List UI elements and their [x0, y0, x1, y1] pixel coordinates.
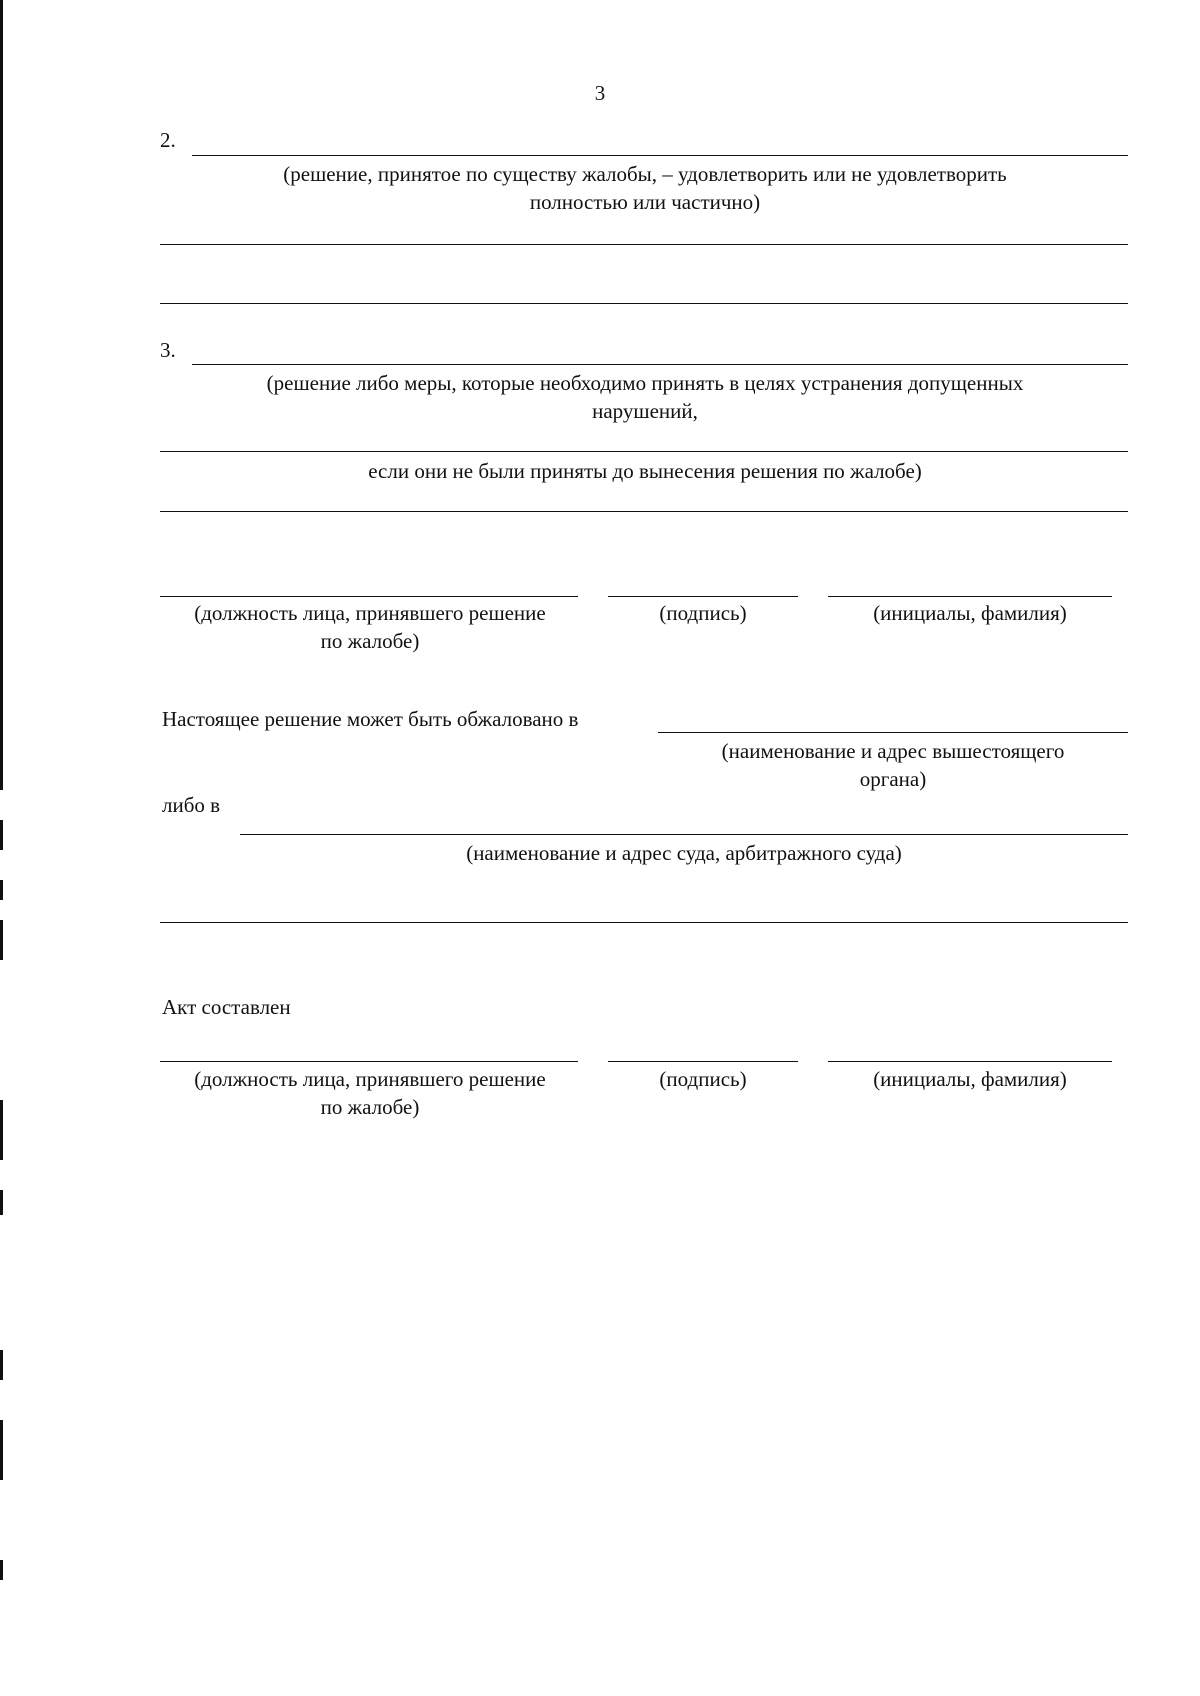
- position-caption: по жалобе): [320, 629, 420, 653]
- court-caption: (наименование и адрес суда, арбитражного суда): [466, 841, 902, 865]
- position-caption: по жалобе): [320, 1095, 420, 1119]
- signature-field-line[interactable]: [608, 1061, 798, 1062]
- position-caption: (должность лица, принявшего решение: [194, 601, 546, 625]
- scan-edge-mark: [0, 880, 3, 900]
- item-3-caption: нарушений,: [592, 399, 698, 423]
- item-3-field-line[interactable]: [192, 364, 1128, 365]
- act-label: Акт составлен: [162, 995, 291, 1019]
- appeal-text: Настоящее решение может быть обжаловано в: [162, 707, 579, 731]
- court-field-line[interactable]: [240, 834, 1128, 835]
- item-2-caption: полностью или частично): [529, 190, 761, 214]
- scan-edge-mark: [0, 1190, 3, 1215]
- scan-edge-mark: [0, 820, 3, 850]
- higher-body-caption: (наименование и адрес вышестоящего: [721, 739, 1065, 763]
- name-caption: (инициалы, фамилия): [873, 601, 1067, 625]
- signature-caption: (подпись): [659, 601, 747, 625]
- item-2-caption: (решение, принятое по существу жалобы, – удовлетворить или не удовлетворить: [283, 162, 1007, 186]
- scan-edge-mark: [0, 1420, 3, 1480]
- name-caption: (инициалы, фамилия): [873, 1067, 1067, 1091]
- page-number: 3: [594, 81, 606, 105]
- scan-edge-mark: [0, 920, 3, 960]
- scan-edge-mark: [0, 1100, 3, 1160]
- item-2-field-line[interactable]: [160, 303, 1128, 304]
- position-caption: (должность лица, принявшего решение: [194, 1067, 546, 1091]
- item-3-field-line[interactable]: [160, 451, 1128, 452]
- court-field-line[interactable]: [160, 922, 1128, 923]
- item-2-field-line[interactable]: [192, 155, 1128, 156]
- higher-body-caption: органа): [859, 767, 927, 791]
- item-3-number: 3.: [160, 338, 176, 362]
- or-in-label: либо в: [162, 793, 221, 817]
- signature-caption: (подпись): [659, 1067, 747, 1091]
- item-2-field-line[interactable]: [160, 244, 1128, 245]
- scan-edge-mark: [0, 0, 3, 790]
- item-2-number: 2.: [160, 128, 176, 152]
- position-field-line[interactable]: [160, 596, 578, 597]
- name-field-line[interactable]: [828, 596, 1112, 597]
- position-field-line[interactable]: [160, 1061, 578, 1062]
- signature-field-line[interactable]: [608, 596, 798, 597]
- item-3-field-line[interactable]: [160, 511, 1128, 512]
- higher-body-field-line[interactable]: [658, 732, 1128, 733]
- scan-edge-mark: [0, 1350, 3, 1380]
- item-3-caption: (решение либо меры, которые необходимо принять в целях устранения допущенных: [266, 371, 1024, 395]
- item-3-caption: если они не были приняты до вынесения решения по жалобе): [368, 459, 922, 483]
- scan-edge-mark: [0, 1560, 3, 1580]
- name-field-line[interactable]: [828, 1061, 1112, 1062]
